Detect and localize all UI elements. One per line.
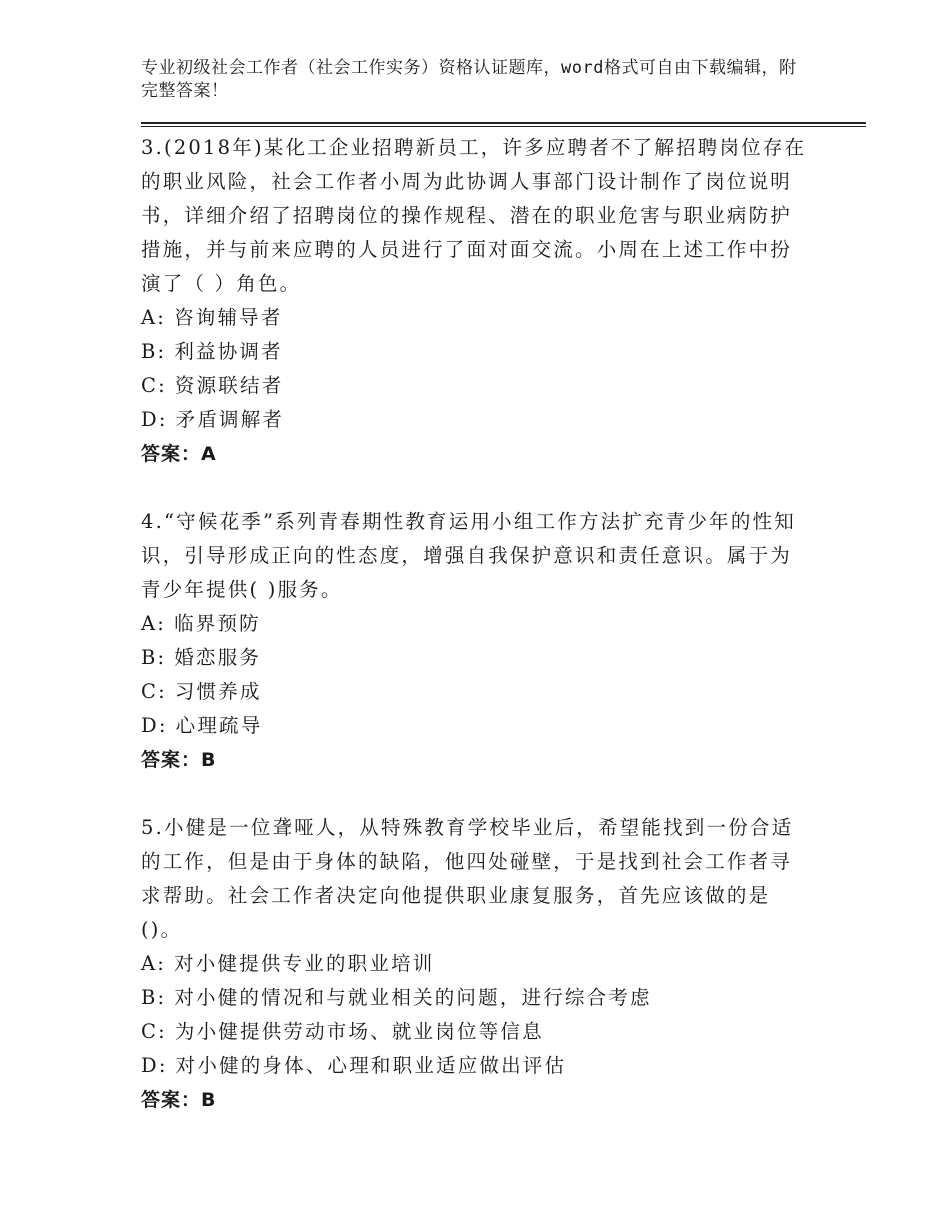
- option-a: [141, 947, 809, 981]
- option-a: [141, 301, 809, 335]
- option-letter: B: [141, 340, 158, 363]
- option-separator: :: [158, 374, 167, 397]
- option-separator: :: [158, 714, 168, 737]
- question-text: 3.(2018年)某化工企业招聘新员工，许多应聘者不了解招聘岗位存在的职业风险，社会工作者小周为此协调人事部门设计制作了岗位说明书，详细介绍了招聘岗位的操作规程、潜在的职业危害与职业病防护措施，并与前来应聘的人员进行了面对面交流。小周在上述工作中扮演了（ ）角色。: [141, 136, 807, 295]
- option-d: [141, 709, 809, 743]
- option-text: 习惯养成: [174, 680, 262, 703]
- option-letter: C: [141, 1020, 159, 1043]
- option-letter: D: [141, 408, 159, 431]
- option-text: 对小健的身体、心理和职业适应做出评估: [175, 1054, 567, 1077]
- question-list: [141, 131, 809, 1117]
- option-text: 资源联结者: [174, 374, 284, 397]
- option-separator: :: [157, 952, 167, 975]
- option-text: 临界预防: [174, 612, 261, 635]
- question-block: [141, 131, 809, 471]
- answer-line: 答案：B: [141, 1089, 217, 1111]
- option-c: [141, 369, 809, 403]
- option-c: [141, 1015, 809, 1049]
- option-letter: A: [141, 612, 158, 635]
- option-text: 对小健的情况和与就业相关的问题，进行综合考虑: [174, 986, 652, 1009]
- header-rule-thin: [141, 126, 866, 127]
- option-letter: B: [141, 986, 158, 1009]
- option-letter: C: [141, 374, 159, 397]
- option-separator: :: [157, 612, 167, 635]
- option-text: 心理疏导: [175, 714, 263, 737]
- header-text: 专业初级社会工作者（社会工作实务）资格认证题库，word格式可自由下载编辑，附完整答案！: [141, 58, 797, 101]
- option-text: 婚恋服务: [174, 646, 262, 669]
- option-d: [141, 403, 809, 437]
- option-separator: :: [157, 646, 167, 669]
- option-separator: :: [158, 1054, 168, 1077]
- option-separator: :: [158, 408, 168, 431]
- option-text: 为小健提供劳动市场、就业岗位等信息: [174, 1020, 544, 1043]
- answer-line: 答案：B: [141, 749, 217, 771]
- option-text: 对小健提供专业的职业培训: [174, 952, 435, 975]
- option-b: [141, 981, 809, 1015]
- header-rule-thick: [141, 122, 866, 124]
- option-d: [141, 1049, 809, 1083]
- option-c: [141, 675, 809, 709]
- spacer: [141, 471, 809, 505]
- option-text: 矛盾调解者: [175, 408, 285, 431]
- option-b: [141, 335, 809, 369]
- option-letter: D: [141, 714, 159, 737]
- question-block: [141, 505, 809, 777]
- answer-line: 答案：A: [141, 443, 217, 465]
- option-letter: B: [141, 646, 158, 669]
- option-separator: :: [157, 306, 167, 329]
- option-separator: :: [157, 986, 167, 1009]
- document-header: [141, 57, 801, 103]
- option-letter: C: [141, 680, 159, 703]
- question-text: 4.“守候花季”系列青春期性教育运用小组工作方法扩充青少年的性知识，引导形成正向的性态度，增强自我保护意识和责任意识。属于为青少年提供( )服务。: [141, 510, 796, 601]
- option-separator: :: [157, 340, 167, 363]
- option-text: 利益协调者: [174, 340, 283, 363]
- spacer: [141, 777, 809, 811]
- option-separator: :: [158, 1020, 167, 1043]
- option-separator: :: [158, 680, 167, 703]
- option-a: [141, 607, 809, 641]
- question-text: 5.小健是一位聋哑人，从特殊教育学校毕业后，希望能找到一份合适的工作，但是由于身体的缺陷，他四处碰壁，于是找到社会工作者寻求帮助。社会工作者决定向他提供职业康复服务，首先应该做的是()。: [141, 816, 794, 941]
- option-letter: A: [141, 306, 158, 329]
- option-letter: D: [141, 1054, 159, 1077]
- option-letter: A: [141, 952, 158, 975]
- option-text: 咨询辅导者: [174, 306, 283, 329]
- option-b: [141, 641, 809, 675]
- question-block: [141, 811, 809, 1117]
